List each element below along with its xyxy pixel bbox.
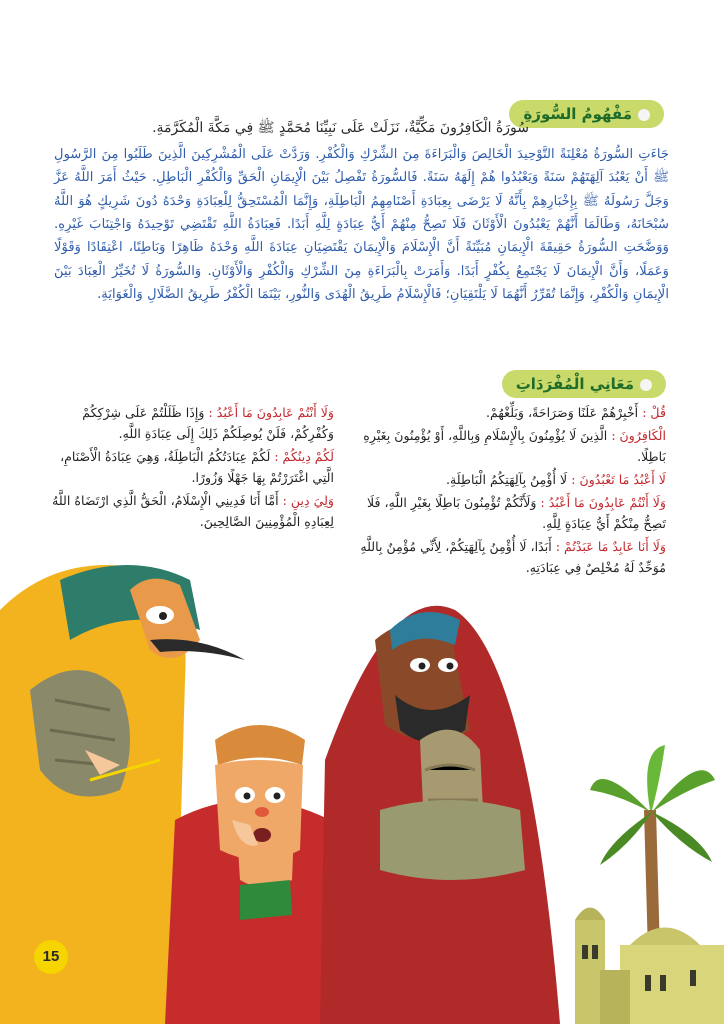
- figure-red-cloak: [320, 606, 560, 1024]
- vocab-column-left: [49, 402, 334, 534]
- vocab-entry: [356, 402, 666, 423]
- meaning-paragraph: جَاءَتِ السُّورَةُ مُعْلِنَةً التَّوْحِيدَ الْخَالِصَ وَالْبَرَاءَةَ مِنَ الشِّرْكِ وَالْكُفْرِ. وَرَدَّتْ عَلَى الْمُشْرِكِينَ الَّذِينَ طَلَبُوا مِنَ الرَّسُولِ ﷺ أَنْ يَعْبُدَ آلِهَتَهُمْ سَنَةً وَيَعْبُدُوا هُمْ إِلَهَهُ سَنَةً. فَالسُّورَةُ تَفْصِلُ بَيْنَ الْإِيمَانِ الْحَقِّ وَالْكُفْرِ الْبَاطِلِ. حَيْثُ أَمَرَ اللَّهُ عَزَّ وَجَلَّ رَسُولَهُ ﷺ بِإِخْبَارِهِمْ بِأَنَّهُ لَا يَرْضَى بِعِبَادَةِ أَصْنَامِهِمُ الْبَاطِلَةِ، وَإِنَّمَا الْمُسْتَحِقُّ لِلْعِبَادَةِ وَحْدَهُ دُونَ شَرِيكٍ هُوَ اللَّهُ سُبْحَانَهُ، وَطَالَمَا أَنَّهُمْ يَعْبُدُونَ الْأَوْثَانَ فَلَا تَصِحُّ مِنْهُمْ أَيُّ عِبَادَةٍ لِلَّهِ أَبَدًا. فَعِبَادَةُ اللَّهِ تَقْتَضِي تَوْحِيدَهُ وَاجْتِنَابَ غَيْرِهِ. وَوَضَّحَتِ السُّورَةُ حَقِيقَةَ الْإِيمَانِ مُبَيِّنَةً أَنَّ الْإِسْلَامَ وَالْإِيمَانَ يَقْتَضِيَانِ عِبَادَةَ اللَّهِ وَحْدَهُ ظَاهِرًا وَبَاطِنًا، اعْتِقَادًا وَقَوْلًا وَعَمَلًا، وَأَنَّ الْإِيمَانَ لَا يَجْتَمِعُ بِكُفْرٍ أَبَدًا. وَأَمَرَتْ بِالْبَرَاءَةِ مِنَ الشِّرْكِ وَالْكُفْرِ وَالْأَوْثَانِ. وَالسُّورَةُ لَا تُخَيِّرُ الْعِبَادَ بَيْنَ الْإِيمَانِ وَالْكُفْرِ، وَإِنَّمَا تُقَرِّرُ أَنَّهُمَا لَا يَلْتَقِيَانِ؛ فَالْإِسْلَامُ طَرِيقُ الْهُدَى وَالنُّورِ، بَيْنَمَا الْكُفْرُ طَرِيقُ الضَّلَالِ وَالْغَوَايَةِ.: [54, 147, 669, 302]
- vocab-term: وَلَا أَنَا عَابِدٌ مَا عَبَدْتُمْ :: [555, 539, 666, 554]
- vocab-entry: [49, 446, 334, 488]
- vocab-definition: أَمَّا أَنَا فَدِينِي الْإِسْلَامُ، الْحَقُّ الَّذِي ارْتَضَاهُ اللَّهُ لِعِبَادِهِ الْمُؤْمِنِينَ الصَّالِحِينَ.: [52, 493, 334, 529]
- page-number-badge: 15: [34, 940, 68, 974]
- vocab-definition: لَا أُؤْمِنُ بِآلِهَتِكُمُ الْبَاطِلَةِ.: [446, 472, 568, 487]
- vocab-definition: الَّذِينَ لَا يُؤْمِنُونَ بِالْإِسْلَامِ وَبِاللَّهِ، أَوْ يُؤْمِنُونَ بِغَيْرِهِ بَاطِلًا.: [363, 428, 666, 464]
- bullet-icon: [638, 109, 650, 121]
- vocab-definition: لَكُمْ عِبَادَتُكُمُ الْبَاطِلَةُ، وَهِيَ عِبَادَةُ الْأَصْنَامِ، الَّتِي اغْتَرَرْتُمْ بِهَا جَهْلًا وَزُورًا.: [60, 449, 334, 485]
- vocab-entry: [356, 425, 666, 467]
- bullet-icon: [640, 379, 652, 391]
- vocab-term: لَا أَعْبُدُ مَا تَعْبُدُونَ :: [571, 472, 666, 487]
- vocab-definition: وَلَأَنَّكُمْ تُؤْمِنُونَ بَاطِلًا بِغَيْرِ اللَّهِ، فَلَا تَصِحُّ مِنْكُمْ أَيُّ عِبَادَةٍ لِلَّهِ.: [366, 495, 666, 531]
- vocab-entry: [49, 490, 334, 532]
- vocab-definition: أَخْبِرْهُمْ عَلَنًا وَصَرَاحَةً، وَبَلِّغْهُمْ.: [485, 405, 639, 420]
- vocab-definition: أَبَدًا، لَا أُؤْمِنُ بِآلِهَتِكُمْ، لِأَنِّي مُؤْمِنٌ بِاللَّهِ مُوَحِّدٌ لَهُ مُخْلِصٌ فِي عِبَادَتِهِ.: [360, 539, 666, 575]
- section-title-meaning: مَفْهُومُ السُّورَةِ: [509, 100, 664, 128]
- figure-small: [165, 725, 345, 1024]
- vocab-term: وَلِيَ دِينِ :: [282, 493, 334, 508]
- vocab-term: وَلَا أَنْتُمْ عَابِدُونَ مَا أَعْبُدُ :: [540, 495, 666, 510]
- section-title-vocab: مَعَانِي الْمُفْرَدَاتِ: [502, 370, 666, 398]
- vocab-entry: [356, 469, 666, 490]
- vocab-term: وَلَا أَنْتُمْ عَابِدُونَ مَا أَعْبُدُ :: [208, 405, 334, 420]
- vocab-term: قُلْ :: [642, 405, 666, 420]
- vocab-term: الْكَافِرُونَ :: [611, 428, 666, 443]
- vocab-entry: [49, 402, 334, 444]
- vocab-definition: وَإِذَا ظَلَلْتُمْ عَلَى شِرْكِكُمْ وَكُفْرِكُمْ، فَلَنْ يُوصِلَكُمْ ذَلِكَ إِلَى عِبَادَةِ اللَّهِ.: [82, 405, 334, 441]
- vocab-entry: [356, 492, 666, 534]
- illustration: [0, 550, 724, 1024]
- intro-paragraph: سُورَةُ الْكَافِرُونَ مَكِّيَّةٌ، نَزَلَتْ عَلَى نَبِيِّنَا مُحَمَّدٍ ﷺ فِي مَكَّةَ الْمُكَرَّمَةِ.: [152, 120, 529, 136]
- vocab-term: لَكُمْ دِينُكُمْ :: [274, 449, 334, 464]
